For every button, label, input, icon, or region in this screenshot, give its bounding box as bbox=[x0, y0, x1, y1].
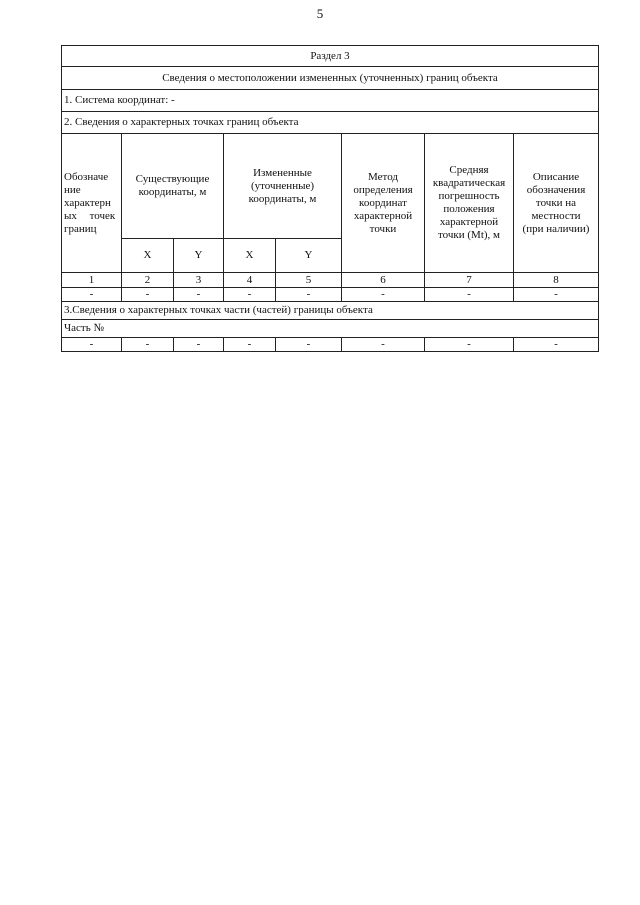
column-number: 4 bbox=[224, 273, 276, 288]
table-cell: - bbox=[62, 338, 122, 352]
col-error-header bbox=[425, 134, 514, 273]
column-number: 3 bbox=[174, 273, 224, 288]
section-3-table bbox=[61, 45, 599, 352]
error-line: положения bbox=[443, 203, 495, 215]
table-cell: - bbox=[425, 288, 514, 302]
column-number: 2 bbox=[122, 273, 174, 288]
designation-line: ние bbox=[64, 183, 81, 196]
description-line: местности bbox=[531, 209, 581, 222]
existing-line: координаты, м bbox=[138, 186, 207, 198]
table-cell: - bbox=[276, 288, 342, 302]
table-cell: - bbox=[342, 338, 425, 352]
table-cell: - bbox=[224, 288, 276, 302]
error-line: квадратическая bbox=[432, 177, 506, 189]
changed-x-header: X bbox=[224, 239, 276, 273]
section-subtitle: Сведения о местоположении измененных (уточненных) границ объекта bbox=[62, 67, 599, 90]
method-line: Метод bbox=[368, 170, 398, 183]
column-numbers-row bbox=[62, 273, 599, 288]
column-number: 5 bbox=[276, 273, 342, 288]
col-method-header bbox=[342, 134, 425, 273]
table-row bbox=[62, 338, 599, 352]
existing-y-header: Y bbox=[174, 239, 224, 273]
col-description-header bbox=[514, 134, 599, 273]
column-number: 8 bbox=[514, 273, 599, 288]
description-line: точки на bbox=[535, 196, 577, 209]
table-cell: - bbox=[62, 288, 122, 302]
changed-line: Измененные bbox=[253, 166, 312, 179]
designation-line: Обозначе bbox=[64, 170, 109, 183]
changed-y-header: Y bbox=[276, 239, 342, 273]
part-label: Часть № bbox=[62, 320, 599, 338]
table-cell: - bbox=[122, 288, 174, 302]
error-line: точки (Mt), м bbox=[437, 229, 500, 241]
table-cell: - bbox=[276, 338, 342, 352]
table-cell: - bbox=[514, 288, 599, 302]
table-cell: - bbox=[425, 338, 514, 352]
description-line: обозначения bbox=[526, 183, 586, 196]
col-designation-header bbox=[62, 134, 122, 273]
designation-line: ых точек bbox=[64, 209, 116, 222]
method-line: точки bbox=[369, 222, 397, 235]
error-line: погрешность bbox=[438, 190, 500, 202]
existing-x-header: X bbox=[122, 239, 174, 273]
method-line: координат bbox=[359, 196, 407, 209]
error-line: характерной bbox=[439, 216, 499, 228]
designation-line: границ bbox=[64, 222, 97, 235]
column-number: 7 bbox=[425, 273, 514, 288]
parts-heading: 3.Сведения о характерных точках части (частей) границы объекта bbox=[62, 302, 599, 320]
table-cell: - bbox=[224, 338, 276, 352]
description-line: Описание bbox=[532, 170, 580, 183]
section-title: Раздел 3 bbox=[62, 46, 599, 67]
col-existing-coords-header bbox=[122, 134, 224, 239]
page-number: 5 bbox=[316, 6, 324, 21]
table-cell: - bbox=[122, 338, 174, 352]
points-heading: 2. Сведения о характерных точках границ объекта bbox=[62, 112, 599, 134]
error-line: Средняя bbox=[449, 164, 489, 176]
method-line: определения bbox=[353, 183, 413, 196]
table-cell: - bbox=[342, 288, 425, 302]
method-line: характерной bbox=[353, 209, 413, 222]
table-cell: - bbox=[174, 288, 224, 302]
col-changed-coords-header bbox=[224, 134, 342, 239]
coordinate-system: 1. Система координат: - bbox=[62, 90, 599, 112]
existing-line: Существующие bbox=[135, 173, 210, 185]
table-cell: - bbox=[514, 338, 599, 352]
column-number: 6 bbox=[342, 273, 425, 288]
column-number: 1 bbox=[62, 273, 122, 288]
designation-line: характерн bbox=[64, 196, 111, 209]
table-cell: - bbox=[174, 338, 224, 352]
description-line: (при наличии) bbox=[522, 222, 590, 235]
changed-line: (уточненные) bbox=[250, 179, 315, 192]
changed-line: координаты, м bbox=[248, 192, 317, 205]
table-row bbox=[62, 288, 599, 302]
